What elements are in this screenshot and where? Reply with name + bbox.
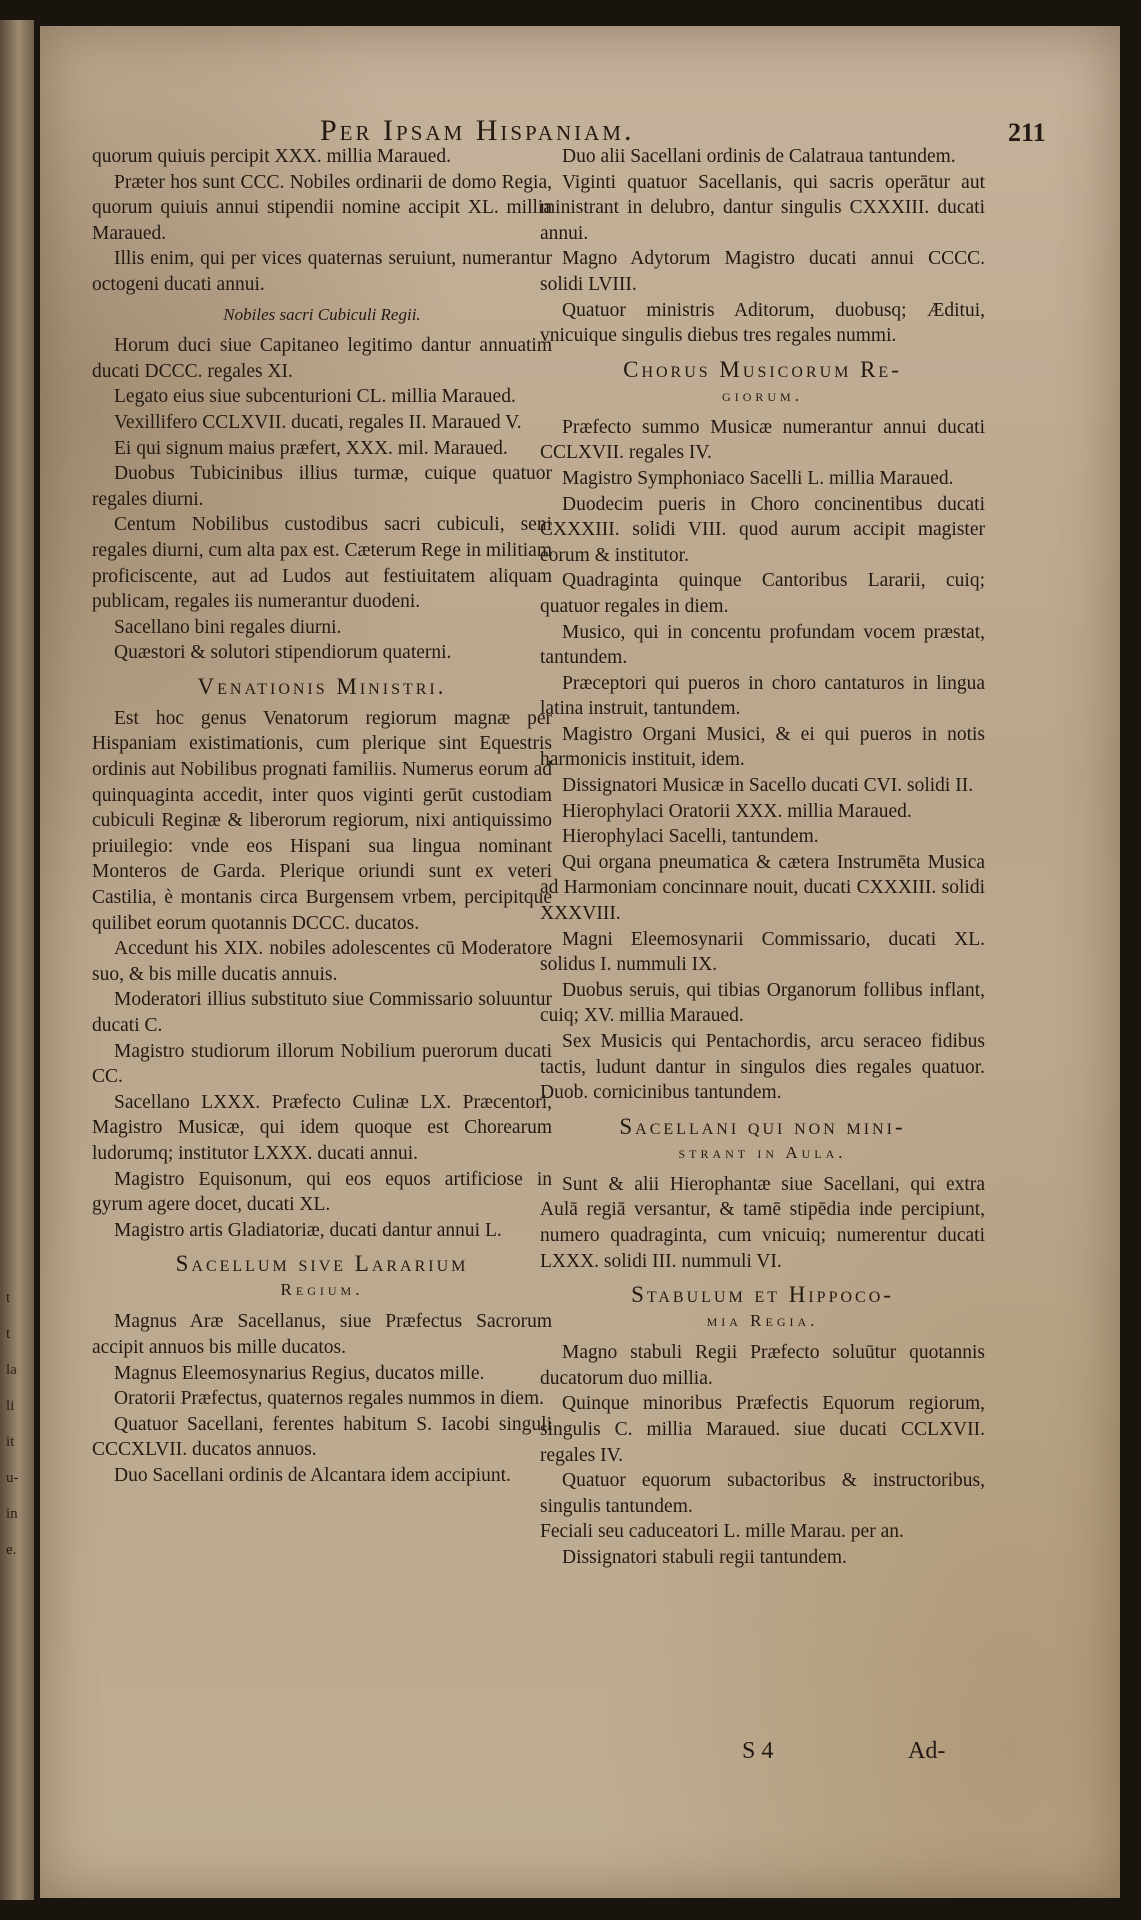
paragraph: Dissignatori stabuli regii tantundem.: [562, 1546, 847, 1568]
paragraph: Ei qui signum maius præfert, XXX. mil. Maraued.: [114, 437, 508, 459]
paragraph: Vexillifero CCLXVII. ducati, regales II. Maraued V.: [114, 411, 522, 433]
section-heading-line2: giorum.: [722, 385, 803, 405]
paragraph: Magno stabuli Regii Præfecto soluūtur quotannis ducatorum duo millia.: [540, 1342, 985, 1389]
paragraph: Accedunt his XIX. nobiles adolescentes cū Moderatore suo, & bis mille ducatis annuis.: [92, 938, 552, 985]
paragraph: Dissignatori Musicæ in Sacello ducati CVI. solidi II.: [562, 775, 974, 797]
paragraph: Magnus Eleemosynarius Regius, ducatos mille.: [114, 1362, 485, 1384]
running-head: Per Ipsam Hispaniam.: [320, 114, 635, 147]
paragraph: Duo alii Sacellani ordinis de Calatraua tantundem.: [562, 146, 956, 167]
paragraph: Hierophylaci Oratorii XXX. millia Maraued.: [562, 800, 912, 822]
paragraph: Quatuor Sacellani, ferentes habitum S. Iacobi singuli CCCXLVII. ducatos annuos.: [92, 1413, 552, 1461]
paragraph: quorum quiuis percipit XXX. millia Maraued.: [92, 146, 452, 167]
subheading: Nobiles sacri Cubiculi Regii.: [223, 304, 421, 324]
paragraph: Magistro artis Gladiatoriæ, ducati dantur annui L.: [114, 1219, 502, 1241]
signature-mark: S 4: [742, 1738, 774, 1764]
paragraph: Musico, qui in concentu profundam vocem præstat, tantundem.: [540, 621, 985, 669]
paragraph: Est hoc genus Venatorum regiorum magnæ per Hispaniam existimationis, cum plerique sint Equestris ordinis aut Nobilibus prognati familiis. Numerus eorum ad quinquaginta accedit, inter quos viginti gerūt custodiam cubiculi Reginæ & liberorum regiorum, nixi antiquissimo priuilegio: vnde eos Hispani sua lingua nominant Monteros de Garda. Plerique oriundi sunt ex veteri Castilia, è montanis circa Burgensem vrbem, percipitque quilibet eorum quotannis DCCC. ducatos.: [92, 707, 552, 934]
catchword: Ad-: [908, 1738, 946, 1764]
paragraph: Quatuor equorum subactoribus & instructoribus, singulis tantundem.: [540, 1470, 985, 1517]
previous-page-text-fragments: [6, 1280, 30, 1568]
paragraph: Præfecto summo Musicæ numerantur annui ducati CCLXVII. regales IV.: [540, 416, 985, 464]
paragraph: Duo Sacellani ordinis de Alcantara idem accipiunt.: [114, 1464, 511, 1486]
previous-page-fragment: e.: [6, 1542, 17, 1558]
previous-page-fragment: t: [6, 1290, 11, 1306]
previous-page-fragment: t: [6, 1326, 11, 1342]
paragraph: Magistro studiorum illorum Nobilium puerorum ducati CC.: [92, 1040, 552, 1088]
section-heading-line1: Sacellum sive Lararium: [175, 1251, 469, 1277]
section-heading: [540, 1282, 985, 1334]
paragraph: Sex Musicis qui Pentachordis, arcu seraceo fidibus tactis, ludunt dantur in singulos dies regales quatuor. Duob. cornicinibus tantundem.: [540, 1031, 985, 1104]
paragraph: Legato eius siue subcenturioni CL. millia Maraued.: [114, 386, 516, 408]
section-heading-line1: Venationis Ministri.: [197, 673, 447, 699]
previous-page-fragment: u-: [6, 1470, 19, 1486]
paragraph: Oratorii Præfectus, quaternos regales nummos in diem.: [114, 1388, 544, 1410]
paragraph: Centum Nobilibus custodibus sacri cubiculi, seni regales diurni, cum alta pax est. Cæterum Rege in militiam proficiscente, aut ad Ludos aut festiuitatem aliquam publicam, regales iis numerantur duodeni.: [92, 514, 552, 613]
paragraph: Viginti quatuor Sacellanis, qui sacris operātur aut ministrant in delubro, dantur singulis CXXXIII. ducati annui.: [540, 171, 985, 244]
previous-page-fragment: in: [6, 1506, 18, 1522]
paragraph: Duobus seruis, qui tibias Organorum follibus inflant, cuiq; XV. millia Maraued.: [540, 979, 985, 1027]
previous-page-fragment: la: [6, 1362, 17, 1378]
paragraph: Hierophylaci Sacelli, tantundem.: [562, 826, 819, 848]
section-heading-line2: strant in Aula.: [678, 1142, 847, 1162]
paragraph: Sacellano bini regales diurni.: [114, 616, 342, 638]
section-heading-line2: mia Regia.: [706, 1311, 819, 1331]
section-heading: [540, 357, 985, 409]
paragraph: Quadraginta quinque Cantoribus Lararii, cuiq; quatuor regales in diem.: [540, 570, 985, 617]
paragraph: Magistro Organi Musici, & ei qui pueros in notis harmonicis instituit, idem.: [540, 723, 985, 771]
paragraph: Moderatori illius substituto siue Commissario soluuntur ducati C.: [92, 989, 552, 1036]
previous-page-fragment: it: [6, 1434, 15, 1450]
paragraph: Præceptori qui pueros in choro cantaturos in lingua latina instruit, tantundem.: [540, 672, 985, 720]
section-heading-line1: Sacellani qui non mini-: [619, 1113, 906, 1139]
section-heading: [92, 1251, 552, 1303]
section-heading-line1: Stabulum et Hippoco-: [631, 1282, 894, 1308]
section-heading: [92, 674, 552, 700]
left-column: [92, 144, 552, 1489]
book-page: [40, 26, 1120, 1898]
section-heading-line1: Chorus Musicorum Re-: [623, 356, 902, 382]
paragraph: Qui organa pneumatica & cætera Instrumēta Musica ad Harmoniam concinnare nouit, ducati CXXXIII. solidi XXXVIII.: [540, 851, 985, 925]
paragraph: Illis enim, qui per vices quaternas seruiunt, numerantur octogeni ducati annui.: [92, 248, 552, 295]
paragraph: Horum duci siue Capitaneo legitimo dantur annuatim ducati DCCC. regales XI.: [92, 335, 552, 382]
right-column: [540, 144, 985, 1571]
paragraph: Sacellano LXXX. Præfecto Culinæ LX. Præcentori, Magistro Musicæ, qui idem quoque est Chorearum ludorumq; institutor LXXX. ducati annui.: [92, 1091, 552, 1164]
paragraph: Quatuor ministris Aditorum, duobusq; Æditui, vnicuique singulis diebus tres regales nummi.: [540, 299, 985, 347]
paragraph: Quinque minoribus Præfectis Equorum regiorum, singulis C. millia Maraued. siue ducati CCLXVII. regales IV.: [540, 1393, 985, 1466]
paragraph: Magnus Aræ Sacellanus, siue Præfectus Sacrorum accipit annuos bis mille ducatos.: [92, 1311, 552, 1358]
section-heading-line2: Regium.: [280, 1280, 364, 1300]
previous-page-edge: [0, 20, 34, 1900]
paragraph: Sunt & alii Hierophantæ siue Sacellani, qui extra Aulā regiā versantur, & tamē stipēdia inde percipiunt, numero quadraginta, cum vnicuiq; numerentur ducati LXXX. solidi III. nummuli VI.: [540, 1173, 985, 1272]
paragraph: Feciali seu caduceatori L. mille Marau. per an.: [540, 1521, 904, 1543]
paragraph: Duobus Tubicinibus illius turmæ, cuique quatuor regales diurni.: [92, 463, 552, 510]
paragraph: Præter hos sunt CCC. Nobiles ordinarii de domo Regia, quorum quiuis annui stipendii nomine accipit XL. millia Maraued.: [92, 171, 552, 244]
previous-page-fragment: li: [6, 1398, 15, 1414]
paragraph: Magistro Symphoniaco Sacelli L. millia Maraued.: [562, 467, 954, 489]
page-number: 211: [1008, 118, 1046, 147]
paragraph: Magno Adytorum Magistro ducati annui CCCC. solidi LVIII.: [540, 248, 985, 295]
paragraph: Magistro Equisonum, qui eos equos artificiose in gyrum agere docet, ducati XL.: [92, 1168, 552, 1216]
paragraph: Duodecim pueris in Choro concinentibus ducati CXXXIII. solidi VIII. quod aurum accipit magister eorum & institutor.: [540, 493, 985, 566]
paragraph: Quæstori & solutori stipendiorum quaterni.: [114, 642, 452, 664]
paragraph: Magni Eleemosynarii Commissario, ducati XL. solidus I. nummuli IX.: [540, 928, 985, 976]
section-heading: [540, 1114, 985, 1166]
